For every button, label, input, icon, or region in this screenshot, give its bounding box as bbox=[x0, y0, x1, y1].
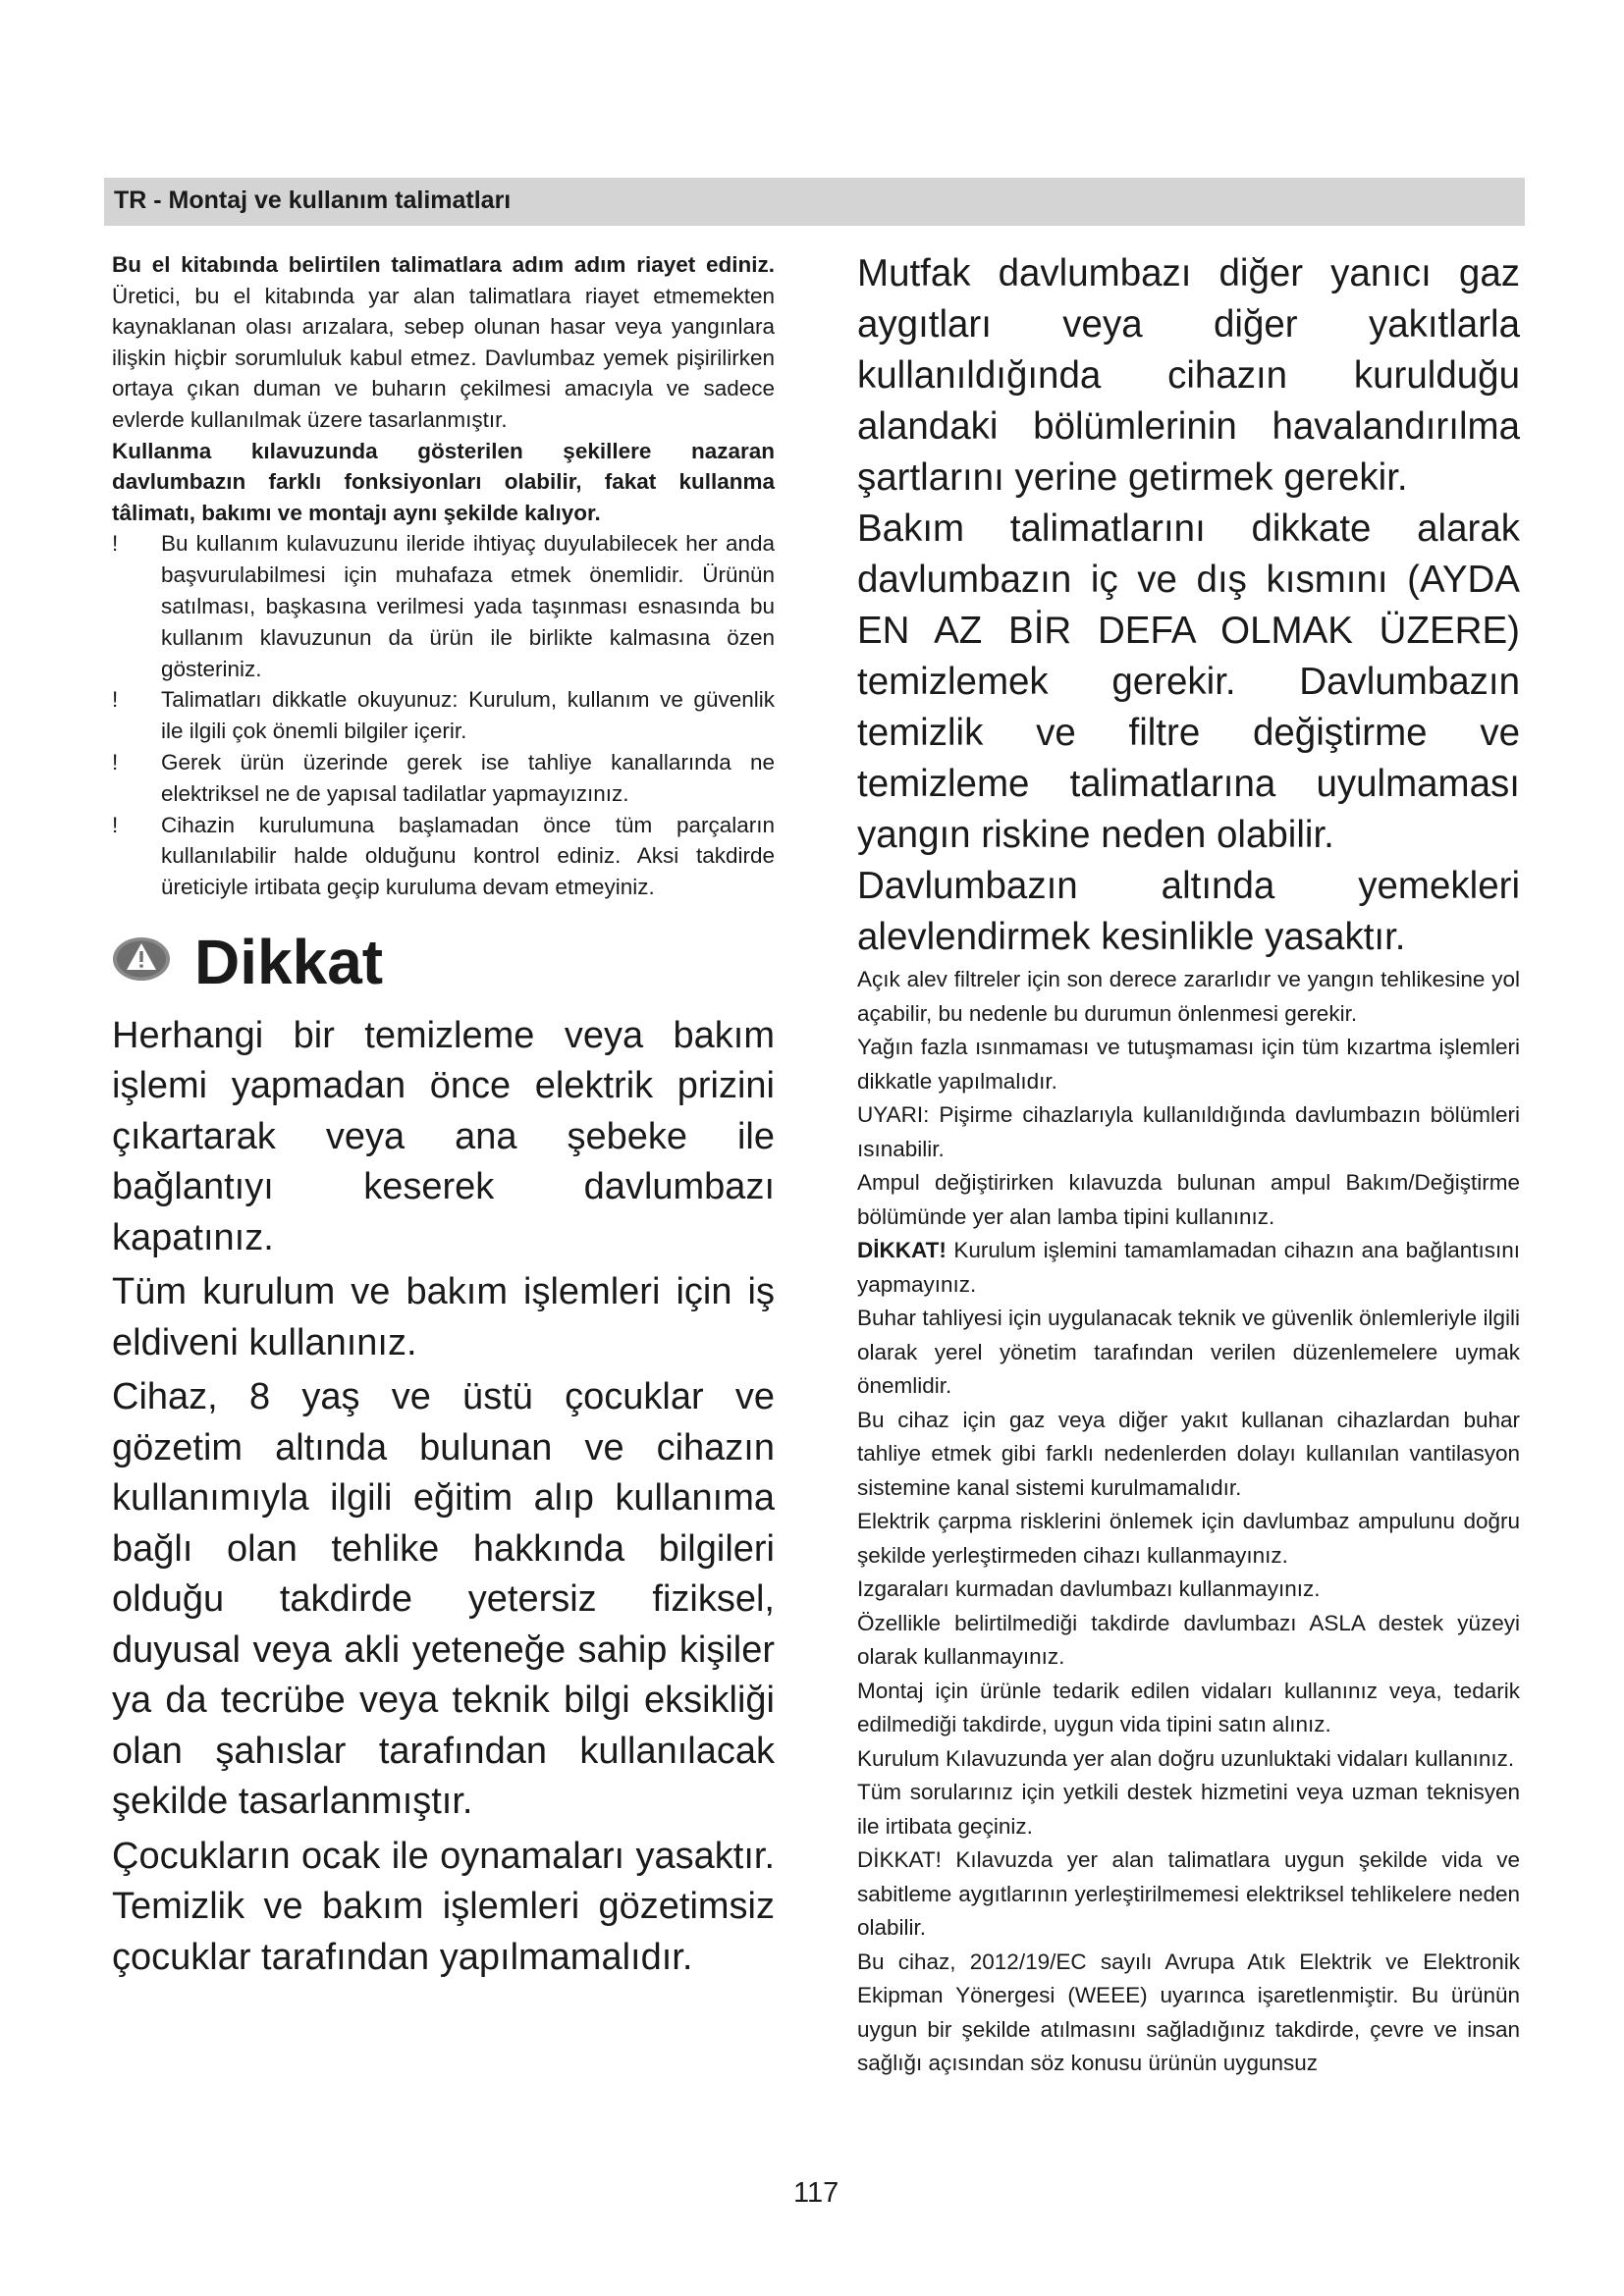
safety-paragraph: Yağın fazla ısınmaması ve tutuşmaması için tüm kızartma işlemleri dikkatle yapılmalıdır. bbox=[857, 1035, 1520, 1094]
left-column bbox=[112, 249, 775, 1983]
dikkat-label: DİKKAT! bbox=[857, 1238, 947, 1262]
safety-paragraph: Izgaraları kurmadan davlumbazı kullanmayınız. bbox=[857, 1576, 1321, 1601]
intro-bold: Bu el kitabında belirtilen talimatlara adım adım riayet ediniz. bbox=[112, 252, 775, 277]
safety-paragraph: DİKKAT! Kılavuzda yer alan talimatlara uygun şekilde vida ve sabitleme aygıtlarının yerleştirilmemesi elektriksel tehlikelere neden olabilir. bbox=[857, 1847, 1520, 1940]
list-item bbox=[112, 747, 775, 810]
exclamation-icon: ! bbox=[112, 812, 119, 837]
warning-title: Dikkat bbox=[194, 926, 384, 997]
safety-paragraph: Tüm sorularınız için yetkili destek hizmetini veya uzman teknisyen ile irtibata geçiniz. bbox=[857, 1780, 1520, 1839]
intro-paragraph-2 bbox=[112, 436, 775, 529]
list-item bbox=[112, 684, 775, 747]
intro-bold-2: Kullanma kılavuzunda gösterilen şekillere nazaran davlumbazın farklı fonksiyonları olabilir, fakat kullanma tâlimatı, bakımı ve montajı aynı şekilde kalıyor. bbox=[112, 438, 775, 525]
safety-paragraph: Kurulum Kılavuzunda yer alan doğru uzunluktaki vidaları kullanınız. bbox=[857, 1745, 1515, 1771]
safety-paragraph: Bu cihaz, 2012/19/EC sayılı Avrupa Atık Elektrik ve Elektronik Ekipman Yönergesi (WEEE) uyarınca işaretlenmiştir. Bu ürünün uygun bir şekilde atılmasını sağladığınız takdirde, çevre ve insan sağlığı açısından söz konusu ürünün uygunsuz bbox=[857, 1949, 1520, 2075]
warning-icon bbox=[112, 936, 171, 982]
warning-paragraph: Çocukların ocak ile oynamaları yasaktır. Temizlik ve bakım işlemleri gözetimsiz çocuklar tarafından yapılmamalıdır. bbox=[112, 1835, 775, 1978]
warning-paragraph: Cihaz, 8 yaş ve üstü çocuklar ve gözetim altında bulunan ve cihazın kullanımıyla ilgili eğitim alıp kullanıma bağlı olan tehlike hakkında bilgileri olduğu takdirde yetersiz fiziksel, duyusal veya akli yeteneğe sahip kişiler ya da tecrübe veya teknik bilgi eksikliği olan şahıslar tarafından kullanılacak şekilde tasarlanmıştır. bbox=[112, 1376, 775, 1823]
list-item-text: Cihazin kurulumuna başlamadan önce tüm parçaların kullanılabilir halde olduğunu kontrol ediniz. Aksi takdirde üreticiyle irtibata geçip kuruluma devam etmeyiniz. bbox=[161, 812, 775, 900]
warning-paragraph: Tüm kurulum ve bakım işlemleri için iş eldiveni kullanınız. bbox=[112, 1271, 775, 1363]
safety-text: Kurulum işlemini tamamlamadan cihazın ana bağlantısını yapmayınız. bbox=[857, 1238, 1520, 1297]
exclamation-icon: ! bbox=[112, 687, 119, 713]
section-header bbox=[104, 178, 1525, 226]
intro-paragraph-1 bbox=[112, 249, 775, 436]
list-item-text: Bu kullanım kulavuzunu ileride ihtiyaç duyulabilecek her anda başvurulabilmesi için muhafaza etmek önemlidir. Ürünün satılması, başkasına verilmesi yada taşınması esnasında bu kullanım klavuzunun da ürün ile birlikte kalmasına özen gösteriniz. bbox=[161, 531, 775, 681]
warning-paragraph: Herhangi bir temizleme veya bakım işlemi yapmadan önce elektrik prizini çıkartarak veya ana şebeke ile bağlantıyı keserek davlumbazı kapatınız. bbox=[112, 1014, 775, 1258]
exclamation-icon: ! bbox=[112, 531, 119, 557]
intro-text: Üretici, bu el kitabında yar alan talimatlara riayet etmemekten kaynaklanan olası arızalara, sebep olunan hasar veya yangınlara ilişkin hiçbir sorumluluk kabul etmez. Davlumbaz yemek pişirilirken ortaya çıkan duman ve buharın çekilmesi amacıyla ve sadece evlerde kullanılmak üzere tasarlanmıştır. bbox=[112, 283, 775, 432]
page-number: 117 bbox=[793, 2177, 839, 2209]
large-paragraph: Mutfak davlumbazı diğer yanıcı gaz aygıtları veya diğer yakıtlarla kullanıldığında cihazın kurulduğu alandaki bölümlerinin havalandırılma şartlarını yerine getirmek gerekir. bbox=[857, 252, 1520, 499]
safety-paragraph: UYARI: Pişirme cihazlarıyla kullanıldığında davlumbazın bölümleri ısınabilir. bbox=[857, 1102, 1520, 1161]
safety-paragraph: Bu cihaz için gaz veya diğer yakıt kullanan cihazlardan buhar tahliye etmek gibi farklı nedenlerden dolayı kullanılan vantilasyon sistemine kanal sistemi kurulmamalıdır. bbox=[857, 1407, 1520, 1500]
safety-paragraph: Özellikle belirtilmediği takdirde davlumbazı ASLA destek yüzeyi olarak kullanmayınız. bbox=[857, 1610, 1520, 1669]
exclamation-icon: ! bbox=[112, 749, 119, 774]
large-paragraph: Davlumbazın altında yemekleri alevlendirmek kesinlikle yasaktır. bbox=[857, 865, 1520, 958]
safety-paragraph: Montaj için ürünle tedarik edilen vidaları kullanınız veya, tedarik edilmediği takdirde, uygun vida tipini satın alınız. bbox=[857, 1678, 1520, 1736]
safety-paragraph: Açık alev filtreler için son derece zararlıdır ve yangın tehlikesine yol açabilir, bu nedenle bu durumun önlenmesi gerekir. bbox=[857, 967, 1520, 1026]
list-item-text: Gerek ürün üzerinde gerek ise tahliye kanallarında ne elektriksel ne de yapısal tadilatlar yapmayızınız. bbox=[161, 749, 775, 806]
section-title: TR - Montaj ve kullanım talimatları bbox=[114, 187, 512, 214]
safety-paragraph bbox=[857, 1234, 1520, 1302]
list-item-text: Talimatları dikkatle okuyunuz: Kurulum, kullanım ve güvenlik ile ilgili çok önemli bilgiler içerir. bbox=[161, 687, 775, 744]
list-item bbox=[112, 528, 775, 684]
right-column bbox=[857, 248, 1520, 2081]
warning-heading bbox=[112, 923, 775, 1011]
safety-paragraph: Ampul değiştirirken kılavuzda bulunan ampul Bakım/Değiştirme bölümünde yer alan lamba tipini kullanınız. bbox=[857, 1170, 1520, 1229]
large-paragraph: Bakım talimatlarını dikkate alarak davlumbazın iç ve dış kısmını (AYDA EN AZ BİR DEFA OLMAK ÜZERE) temizlemek gerekir. Davlumbazın temizlik ve filtre değiştirme ve temizleme talimatlarına uyulmaması yangın riskine neden olabilir. bbox=[857, 507, 1520, 856]
list-item bbox=[112, 810, 775, 903]
safety-paragraph: Elektrik çarpma risklerini önlemek için davlumbaz ampulunu doğru şekilde yerleştirmeden cihazı kullanmayınız. bbox=[857, 1509, 1520, 1568]
safety-paragraph: Buhar tahliyesi için uygulanacak teknik ve güvenlik önlemleriyle ilgili olarak yerel yönetim tarafından verilen düzenlemelere uymak önemlidir. bbox=[857, 1306, 1520, 1398]
